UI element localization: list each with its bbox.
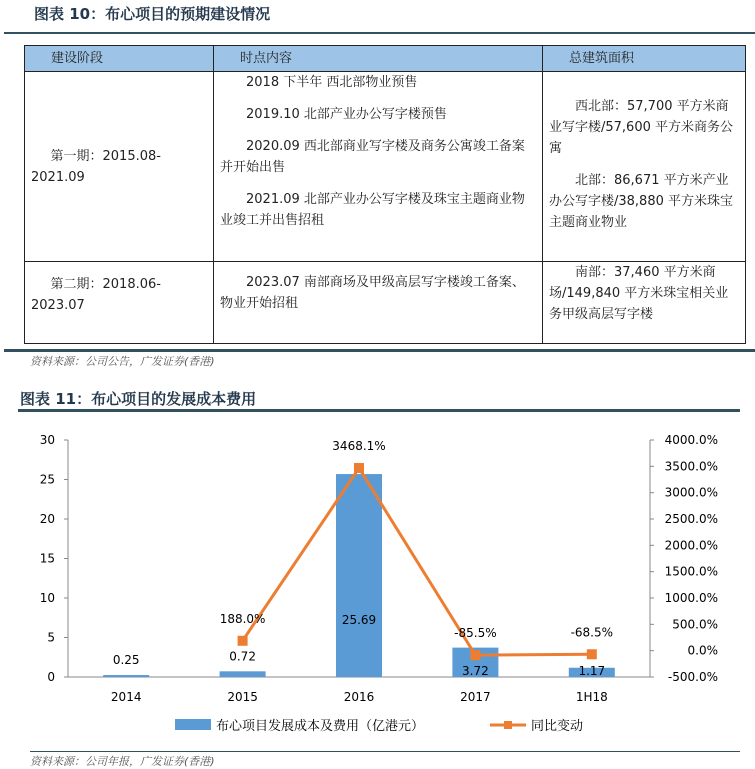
legend-bar-label: 布心项目发展成本及费用（亿港元） [216, 719, 425, 734]
bottom-rule [30, 751, 740, 752]
line-label: 3468.1% [332, 439, 386, 454]
y-tick-label: 30 [39, 433, 55, 447]
line-label: -85.5% [454, 626, 497, 641]
event: 2021.09 北部产业办公写字楼及珠宝主题商业物业竣工并出售招租 [220, 192, 525, 228]
legend-line-label: 同比变动 [531, 719, 584, 734]
area: 西北部：57,700 平方米商业写字楼/57,600 平方米商务公寓 [549, 99, 733, 156]
bar [336, 474, 382, 677]
area: 南部：37,460 平方米商场/149,840 平方米珠宝相关业务甲级高层写字楼 [549, 265, 729, 322]
x-tick-label: 2015 [227, 690, 258, 704]
x-tick-label: 2016 [343, 690, 375, 704]
header-phase: 建设阶段 [25, 46, 214, 72]
figure-10-title: 图表 10：布心项目的预期建设情况 [34, 5, 271, 23]
phase-text: 第一期：2015.08-2021.09 [31, 148, 161, 185]
y-tick-label: 10 [39, 591, 55, 605]
figure-11-source: 资料来源：公司年报，广发证券(香港) [30, 755, 215, 768]
line-marker [587, 649, 597, 659]
y2-tick-label: 0.0% [687, 643, 718, 658]
y2-tick-label: 2000.0% [664, 538, 718, 553]
legend-line-marker [504, 721, 512, 729]
line-label: -68.5% [570, 625, 614, 640]
event: 2020.09 西北部商业写字楼及商务公寓竣工备案并开始出售 [220, 139, 525, 175]
y2-tick-label: -500.0% [667, 670, 718, 684]
y2-tick-label: 500.0% [672, 617, 718, 632]
header-area: 总建筑面积 [543, 46, 746, 72]
event: 2018 下半年 西北部物业预售 [246, 75, 418, 90]
bar-label: 3.72 [462, 664, 489, 678]
header-events: 时点内容 [214, 46, 543, 72]
x-tick-label: 2017 [460, 690, 491, 704]
area: 北部：86,671 平方米产业办公写字楼/38,880 平方米珠宝主题商业物业 [549, 173, 733, 230]
y2-tick-label: 4000.0% [664, 433, 718, 447]
legend-bar-swatch [175, 719, 211, 730]
y2-tick-label: 1500.0% [664, 564, 718, 579]
y2-tick-label: 3000.0% [664, 485, 718, 500]
y-tick-label: 20 [39, 512, 55, 526]
bar-label: 0.25 [112, 653, 140, 668]
y-tick-label: 5 [47, 630, 55, 645]
bar-label: 25.69 [341, 613, 377, 628]
y2-tick-label: 2500.0% [664, 512, 718, 526]
line-marker [354, 463, 364, 473]
figure-10-source: 资料来源：公司公告，广发证券(香港) [30, 355, 215, 368]
phase-text: 第二期：2018.06-2023.07 [31, 277, 161, 313]
bar-label: 1.17 [578, 664, 606, 678]
event: 2019.10 北部产业办公写字楼预售 [246, 107, 447, 122]
y-tick-label: 0 [47, 670, 55, 684]
y2-tick-label: 3500.0% [664, 459, 718, 474]
line-label: 188.0% [219, 611, 266, 626]
y-tick-label: 25 [39, 472, 55, 487]
bar [220, 671, 266, 677]
y2-tick-label: 1000.0% [664, 591, 718, 605]
bar-label: 0.72 [229, 649, 256, 664]
x-tick-label: 1H18 [575, 690, 608, 704]
event: 2023.07 南部商场及甲级高层写字楼竣工备案、物业开始招租 [220, 275, 525, 311]
line-marker [470, 650, 480, 660]
line-marker [238, 636, 248, 646]
figure-11-title: 图表 11：布心项目的发展成本费用 [20, 390, 257, 408]
bar [103, 675, 149, 677]
y-tick-label: 15 [39, 551, 55, 566]
x-tick-label: 2014 [110, 690, 142, 704]
line-series [243, 468, 592, 655]
